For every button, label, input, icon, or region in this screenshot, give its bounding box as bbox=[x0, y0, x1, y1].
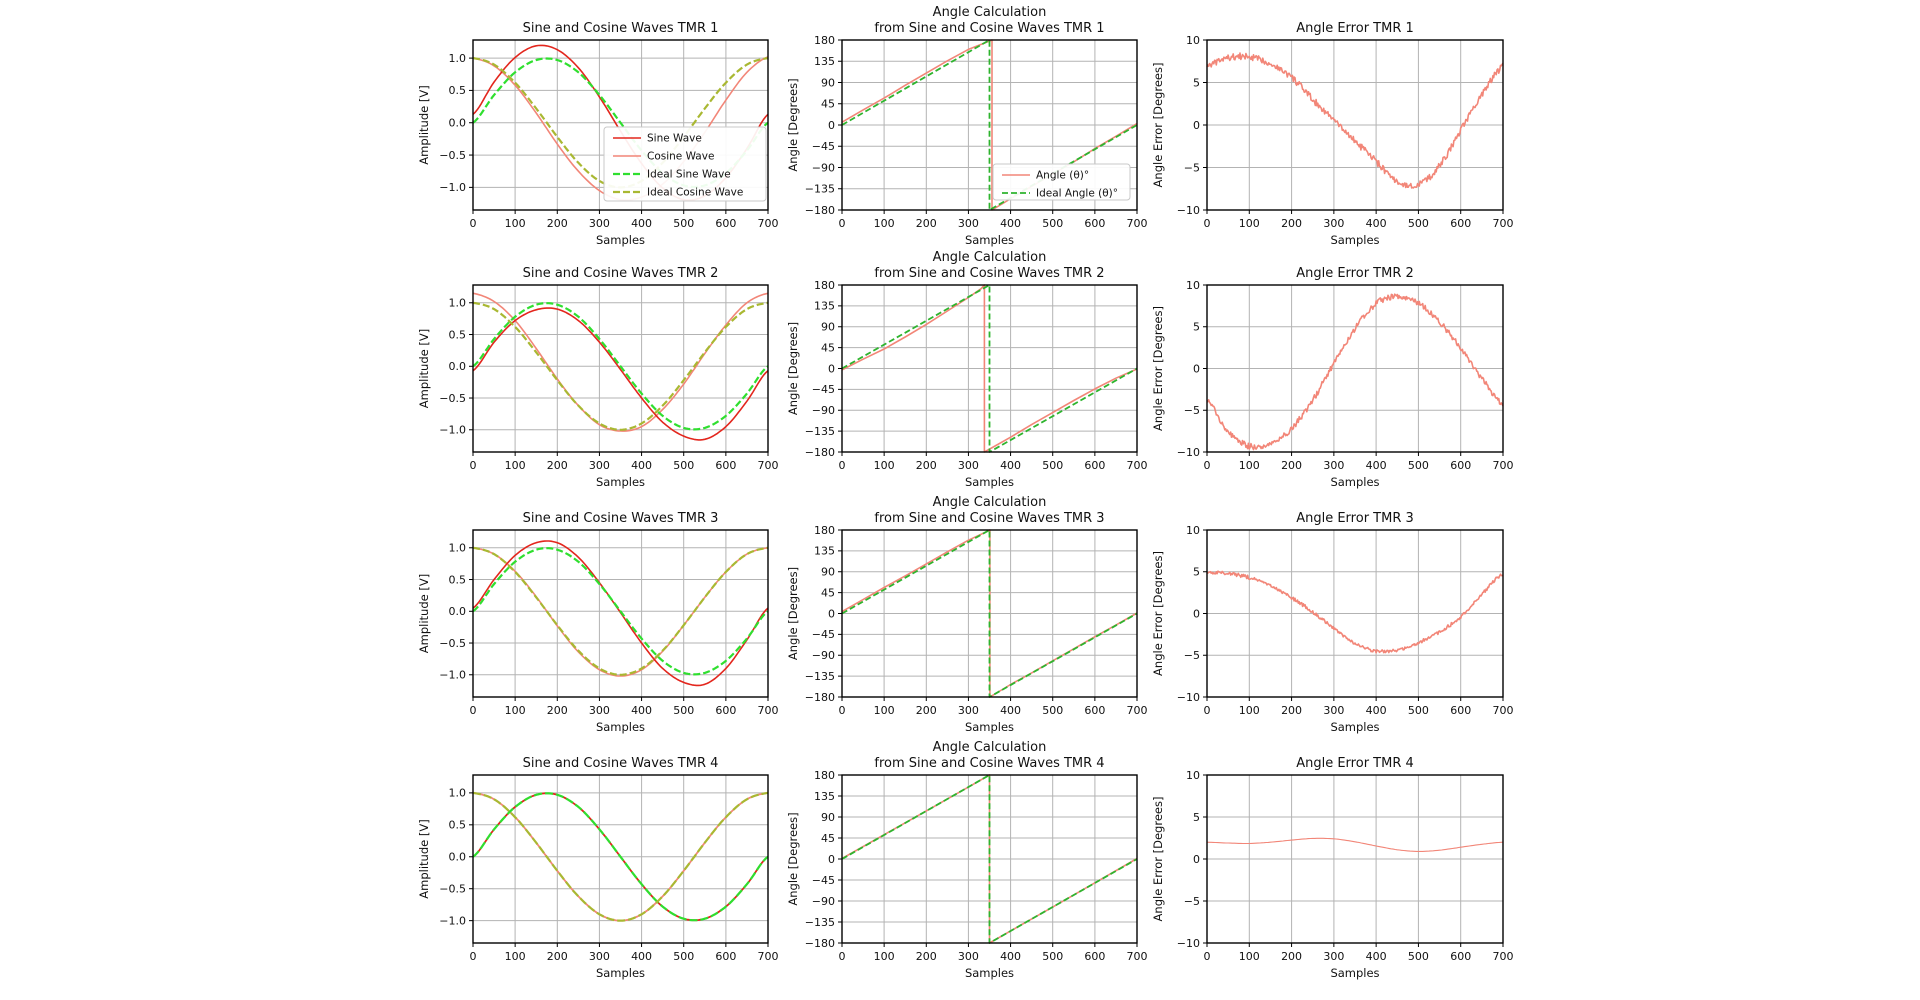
y-tick-label: 0 bbox=[1193, 118, 1200, 132]
y-tick-label: 5 bbox=[1193, 76, 1200, 90]
y-axis-label: Angle [Degrees] bbox=[786, 321, 800, 416]
x-tick-label: 200 bbox=[546, 704, 568, 717]
plot-title: Sine and Cosine Waves TMR 1 bbox=[522, 21, 719, 36]
y-tick-label: −135 bbox=[804, 669, 835, 683]
y-tick-label: −180 bbox=[804, 936, 835, 950]
plot-title: Angle Error TMR 1 bbox=[1296, 21, 1414, 36]
x-tick-label: 700 bbox=[1492, 950, 1513, 963]
x-tick-label: 700 bbox=[757, 950, 778, 963]
x-axis-label: Samples bbox=[964, 720, 1015, 734]
x-tick-label: 0 bbox=[838, 704, 846, 717]
y-tick-label: 180 bbox=[814, 33, 835, 47]
legend-label: Ideal Angle (θ)° bbox=[1036, 187, 1118, 200]
subplot-angle-tmr4 bbox=[747, 723, 1147, 991]
x-tick-label: 100 bbox=[873, 459, 895, 472]
x-tick-label: 400 bbox=[1000, 950, 1022, 963]
y-tick-label: 5 bbox=[1193, 565, 1200, 579]
y-tick-label: 0 bbox=[828, 607, 835, 621]
y-tick-label: −1.0 bbox=[439, 668, 466, 682]
y-tick-label: 0.0 bbox=[448, 116, 466, 130]
x-axis-label: Samples bbox=[1330, 475, 1380, 489]
y-axis-label: Amplitude [V] bbox=[417, 819, 431, 899]
tick-labels bbox=[439, 787, 778, 963]
x-axis-label: Samples bbox=[595, 720, 646, 734]
plot-title: Angle Calculation bbox=[932, 495, 1047, 510]
y-tick-label: −1.0 bbox=[439, 423, 466, 437]
y-tick-label: −5 bbox=[1183, 649, 1200, 663]
x-axis-label: Samples bbox=[595, 475, 646, 489]
x-tick-label: 0 bbox=[1203, 950, 1211, 963]
subplot-waves-tmr1 bbox=[378, 0, 778, 258]
x-tick-label: 700 bbox=[757, 459, 778, 472]
y-tick-label: 0.5 bbox=[448, 818, 466, 832]
x-tick-label: 400 bbox=[1000, 459, 1022, 472]
y-tick-label: −135 bbox=[804, 915, 835, 929]
x-tick-label: 700 bbox=[1492, 459, 1513, 472]
x-tick-label: 700 bbox=[757, 217, 778, 230]
series-cosine-wave bbox=[473, 293, 768, 431]
x-tick-label: 700 bbox=[1492, 217, 1513, 230]
grid-lines bbox=[473, 775, 768, 943]
x-tick-label: 400 bbox=[631, 217, 653, 230]
series-group bbox=[1207, 571, 1503, 653]
x-tick-label: 400 bbox=[1000, 217, 1022, 230]
x-axis-label: Samples bbox=[595, 966, 646, 980]
x-tick-label: 500 bbox=[673, 950, 695, 963]
x-tick-label: 100 bbox=[873, 950, 895, 963]
y-tick-label: −45 bbox=[811, 628, 835, 642]
x-tick-label: 200 bbox=[915, 704, 937, 717]
x-tick-label: 300 bbox=[1323, 704, 1345, 717]
plot-title: Angle Calculation bbox=[932, 740, 1047, 755]
chart-error-tmr2 bbox=[1112, 233, 1513, 500]
y-tick-label: 5 bbox=[1193, 320, 1200, 334]
tick-labels bbox=[805, 769, 1147, 963]
x-tick-label: 600 bbox=[715, 950, 737, 963]
y-tick-label: 180 bbox=[814, 278, 835, 292]
y-tick-label: −10 bbox=[1176, 445, 1200, 459]
tick-labels bbox=[439, 542, 778, 717]
series-group bbox=[1207, 294, 1503, 449]
y-tick-label: 135 bbox=[814, 789, 835, 803]
x-tick-label: 400 bbox=[1000, 704, 1022, 717]
subplot-waves-tmr4 bbox=[378, 723, 778, 991]
legend-label: Ideal Cosine Wave bbox=[647, 186, 744, 199]
x-tick-label: 500 bbox=[1042, 950, 1064, 963]
y-tick-label: −90 bbox=[811, 404, 835, 418]
y-tick-label: −180 bbox=[804, 203, 835, 217]
chart-waves-tmr1 bbox=[378, 0, 778, 258]
x-tick-label: 300 bbox=[588, 217, 610, 230]
chart-waves-tmr2 bbox=[378, 233, 778, 500]
plot-title: from Sine and Cosine Waves TMR 3 bbox=[874, 511, 1105, 526]
x-tick-label: 0 bbox=[469, 217, 477, 230]
y-tick-label: −180 bbox=[804, 690, 835, 704]
x-tick-label: 200 bbox=[1281, 950, 1303, 963]
y-tick-label: 1.0 bbox=[448, 296, 466, 310]
y-tick-label: −135 bbox=[804, 182, 835, 196]
x-tick-label: 300 bbox=[1323, 950, 1345, 963]
x-tick-label: 400 bbox=[1365, 217, 1387, 230]
x-tick-label: 0 bbox=[469, 950, 477, 963]
y-axis-label: Amplitude [V] bbox=[417, 85, 431, 165]
x-tick-label: 400 bbox=[1365, 704, 1387, 717]
x-tick-label: 200 bbox=[1281, 704, 1303, 717]
x-tick-label: 500 bbox=[673, 459, 695, 472]
y-tick-label: 180 bbox=[814, 523, 835, 537]
x-tick-label: 200 bbox=[546, 950, 568, 963]
y-tick-label: 0.0 bbox=[448, 360, 466, 374]
x-tick-label: 400 bbox=[1365, 459, 1387, 472]
y-axis-label: Amplitude [V] bbox=[417, 328, 431, 409]
grid-lines bbox=[1207, 775, 1503, 943]
y-tick-label: 0 bbox=[828, 118, 835, 132]
y-tick-label: −1.0 bbox=[439, 181, 466, 195]
x-tick-label: 700 bbox=[1492, 704, 1513, 717]
plot-title: Angle Error TMR 3 bbox=[1296, 511, 1414, 526]
x-tick-label: 600 bbox=[1084, 704, 1106, 717]
chart-error-tmr1 bbox=[1112, 0, 1513, 258]
x-tick-label: 300 bbox=[957, 704, 979, 717]
x-tick-label: 0 bbox=[469, 459, 477, 472]
y-tick-label: 90 bbox=[821, 76, 835, 90]
y-tick-label: 135 bbox=[814, 544, 835, 558]
y-tick-label: 10 bbox=[1186, 33, 1200, 47]
y-axis-label: Angle Error [Degrees] bbox=[1151, 796, 1165, 922]
x-tick-label: 0 bbox=[469, 704, 477, 717]
y-axis-label: Angle Error [Degrees] bbox=[1151, 62, 1165, 188]
x-tick-label: 600 bbox=[1084, 950, 1106, 963]
x-tick-label: 500 bbox=[1407, 950, 1429, 963]
x-tick-label: 300 bbox=[957, 217, 979, 230]
x-tick-label: 200 bbox=[915, 950, 937, 963]
x-tick-label: 700 bbox=[1126, 704, 1147, 717]
tick-labels bbox=[805, 524, 1147, 717]
x-tick-label: 500 bbox=[1407, 459, 1429, 472]
x-axis-label: Samples bbox=[595, 233, 646, 247]
y-tick-label: −10 bbox=[1176, 936, 1200, 950]
x-tick-label: 300 bbox=[588, 950, 610, 963]
y-tick-label: −10 bbox=[1176, 203, 1200, 217]
y-tick-label: 45 bbox=[821, 97, 835, 111]
x-tick-label: 100 bbox=[504, 950, 526, 963]
tick-labels bbox=[1177, 279, 1513, 472]
tick-labels bbox=[1177, 769, 1513, 963]
y-tick-label: −0.5 bbox=[439, 391, 466, 405]
y-tick-label: 0.5 bbox=[448, 328, 466, 342]
x-tick-label: 300 bbox=[957, 459, 979, 472]
y-tick-label: 180 bbox=[814, 768, 835, 782]
x-tick-label: 600 bbox=[1450, 459, 1472, 472]
x-tick-label: 500 bbox=[673, 217, 695, 230]
y-tick-label: −180 bbox=[804, 445, 835, 459]
x-tick-label: 700 bbox=[1126, 950, 1147, 963]
x-tick-label: 600 bbox=[1450, 950, 1472, 963]
tick-labels bbox=[1177, 524, 1513, 717]
legend bbox=[993, 164, 1130, 200]
x-tick-label: 200 bbox=[915, 459, 937, 472]
plot-title: from Sine and Cosine Waves TMR 4 bbox=[874, 756, 1105, 771]
plot-title: Angle Calculation bbox=[932, 250, 1047, 265]
chart-error-tmr4 bbox=[1112, 723, 1513, 991]
x-tick-label: 100 bbox=[504, 704, 526, 717]
y-tick-label: 135 bbox=[814, 299, 835, 313]
y-tick-label: 0.0 bbox=[448, 850, 466, 864]
y-tick-label: −90 bbox=[811, 894, 835, 908]
x-tick-label: 100 bbox=[504, 459, 526, 472]
x-tick-label: 500 bbox=[1042, 459, 1064, 472]
legend-label: Sine Wave bbox=[647, 132, 702, 145]
x-tick-label: 600 bbox=[715, 704, 737, 717]
x-tick-label: 100 bbox=[1238, 217, 1260, 230]
x-tick-label: 300 bbox=[957, 950, 979, 963]
y-tick-label: 10 bbox=[1186, 523, 1200, 537]
x-tick-label: 0 bbox=[838, 217, 846, 230]
x-tick-label: 400 bbox=[631, 950, 653, 963]
series-group bbox=[1207, 838, 1503, 851]
x-tick-label: 100 bbox=[1238, 459, 1260, 472]
x-tick-label: 300 bbox=[588, 459, 610, 472]
y-tick-label: −10 bbox=[1176, 690, 1200, 704]
x-tick-label: 700 bbox=[1126, 459, 1147, 472]
x-axis-label: Samples bbox=[964, 475, 1015, 489]
x-axis-label: Samples bbox=[1330, 720, 1380, 734]
chart-error-tmr3 bbox=[1112, 478, 1513, 745]
x-tick-label: 300 bbox=[588, 704, 610, 717]
y-tick-label: 0 bbox=[1193, 362, 1200, 376]
y-tick-label: −45 bbox=[811, 140, 835, 154]
subplot-waves-tmr2 bbox=[378, 233, 778, 500]
y-axis-label: Angle Error [Degrees] bbox=[1151, 306, 1165, 431]
x-tick-label: 200 bbox=[1281, 459, 1303, 472]
y-axis-label: Angle [Degrees] bbox=[786, 812, 800, 906]
x-tick-label: 100 bbox=[504, 217, 526, 230]
y-tick-label: −1.0 bbox=[439, 914, 466, 928]
y-tick-label: −45 bbox=[811, 383, 835, 397]
chart-waves-tmr3 bbox=[378, 478, 778, 745]
plot-title: Angle Error TMR 2 bbox=[1296, 266, 1414, 281]
x-tick-label: 400 bbox=[631, 459, 653, 472]
y-tick-label: 45 bbox=[821, 586, 835, 600]
y-axis-label: Angle [Degrees] bbox=[786, 78, 800, 172]
x-tick-label: 600 bbox=[1450, 217, 1472, 230]
y-tick-label: −135 bbox=[804, 424, 835, 438]
y-tick-label: 45 bbox=[821, 831, 835, 845]
y-tick-label: −0.5 bbox=[439, 148, 466, 162]
subplot-angle-tmr1 bbox=[747, 0, 1147, 258]
legend-label: Angle (θ)° bbox=[1036, 169, 1090, 182]
tick-labels bbox=[805, 34, 1147, 230]
series-angle-error bbox=[1207, 294, 1503, 449]
x-tick-label: 600 bbox=[1084, 217, 1106, 230]
subplot-error-tmr2 bbox=[1112, 233, 1513, 500]
x-axis-label: Samples bbox=[964, 233, 1015, 247]
y-tick-label: 135 bbox=[814, 55, 835, 69]
tick-labels bbox=[805, 279, 1147, 472]
x-tick-label: 400 bbox=[631, 704, 653, 717]
x-tick-label: 0 bbox=[1203, 217, 1211, 230]
x-tick-label: 300 bbox=[1323, 459, 1345, 472]
y-tick-label: 0 bbox=[828, 852, 835, 866]
plot-title: Sine and Cosine Waves TMR 4 bbox=[522, 756, 719, 771]
x-tick-label: 100 bbox=[1238, 704, 1260, 717]
x-axis-label: Samples bbox=[1330, 233, 1380, 247]
y-tick-label: 0 bbox=[1193, 607, 1200, 621]
plot-title: Angle Error TMR 4 bbox=[1296, 756, 1414, 771]
x-tick-label: 200 bbox=[546, 459, 568, 472]
y-tick-label: 90 bbox=[821, 565, 835, 579]
x-tick-label: 500 bbox=[673, 704, 695, 717]
plot-title: from Sine and Cosine Waves TMR 1 bbox=[874, 21, 1105, 36]
y-tick-label: 1.0 bbox=[448, 541, 466, 555]
y-tick-label: −0.5 bbox=[439, 636, 466, 650]
legend-label: Ideal Sine Wave bbox=[647, 168, 731, 181]
x-tick-label: 700 bbox=[1126, 217, 1147, 230]
x-tick-label: 600 bbox=[715, 459, 737, 472]
chart-waves-tmr4 bbox=[378, 723, 778, 991]
subplot-waves-tmr3 bbox=[378, 478, 778, 745]
chart-angle-tmr3 bbox=[747, 478, 1147, 745]
x-tick-label: 500 bbox=[1407, 217, 1429, 230]
y-tick-label: 0.0 bbox=[448, 605, 466, 619]
y-axis-label: Angle Error [Degrees] bbox=[1151, 551, 1165, 676]
y-tick-label: 1.0 bbox=[448, 51, 466, 65]
x-tick-label: 500 bbox=[1042, 704, 1064, 717]
x-tick-label: 600 bbox=[715, 217, 737, 230]
x-tick-label: 100 bbox=[873, 217, 895, 230]
series-angle-error bbox=[1207, 838, 1503, 851]
subplot-angle-tmr2 bbox=[747, 233, 1147, 500]
legend-label: Cosine Wave bbox=[647, 150, 715, 163]
y-tick-label: 5 bbox=[1193, 810, 1200, 824]
y-tick-label: −90 bbox=[811, 649, 835, 663]
subplot-error-tmr4 bbox=[1112, 723, 1513, 991]
series-group bbox=[473, 541, 768, 685]
x-tick-label: 200 bbox=[915, 217, 937, 230]
y-tick-label: 0.5 bbox=[448, 84, 466, 98]
grid-lines bbox=[1207, 530, 1503, 697]
y-axis-label: Amplitude [V] bbox=[417, 573, 431, 654]
plot-title: Angle Calculation bbox=[932, 5, 1047, 20]
y-tick-label: 1.0 bbox=[448, 786, 466, 800]
x-tick-label: 600 bbox=[1450, 704, 1472, 717]
x-tick-label: 500 bbox=[1042, 217, 1064, 230]
x-tick-label: 0 bbox=[838, 459, 846, 472]
grid-lines bbox=[1207, 285, 1503, 452]
y-tick-label: −90 bbox=[811, 161, 835, 175]
y-tick-label: −5 bbox=[1183, 894, 1200, 908]
y-tick-label: −0.5 bbox=[439, 882, 466, 896]
y-tick-label: 45 bbox=[821, 341, 835, 355]
x-tick-label: 700 bbox=[757, 704, 778, 717]
series-angle-error bbox=[1207, 571, 1503, 653]
x-tick-label: 500 bbox=[1407, 704, 1429, 717]
x-tick-label: 100 bbox=[1238, 950, 1260, 963]
x-axis-label: Samples bbox=[1330, 966, 1380, 980]
y-axis-label: Angle [Degrees] bbox=[786, 566, 800, 661]
x-tick-label: 0 bbox=[1203, 704, 1211, 717]
subplot-angle-tmr3 bbox=[747, 478, 1147, 745]
y-tick-label: 0 bbox=[1193, 852, 1200, 866]
y-tick-label: −45 bbox=[811, 873, 835, 887]
grid-lines bbox=[1207, 40, 1503, 210]
y-tick-label: −5 bbox=[1183, 404, 1200, 418]
x-tick-label: 200 bbox=[546, 217, 568, 230]
x-tick-label: 600 bbox=[1084, 459, 1106, 472]
y-tick-label: −5 bbox=[1183, 161, 1200, 175]
x-tick-label: 100 bbox=[873, 704, 895, 717]
y-tick-label: 90 bbox=[821, 810, 835, 824]
y-tick-label: 0 bbox=[828, 362, 835, 376]
plot-title: from Sine and Cosine Waves TMR 2 bbox=[874, 266, 1105, 281]
x-tick-label: 0 bbox=[1203, 459, 1211, 472]
subplot-error-tmr1 bbox=[1112, 0, 1513, 258]
y-tick-label: 90 bbox=[821, 320, 835, 334]
chart-angle-tmr4 bbox=[747, 723, 1147, 991]
y-tick-label: 0.5 bbox=[448, 573, 466, 587]
x-tick-label: 300 bbox=[1323, 217, 1345, 230]
y-tick-label: 10 bbox=[1186, 278, 1200, 292]
x-tick-label: 0 bbox=[838, 950, 846, 963]
subplot-error-tmr3 bbox=[1112, 478, 1513, 745]
plot-title: Sine and Cosine Waves TMR 3 bbox=[522, 511, 719, 526]
chart-angle-tmr2 bbox=[747, 233, 1147, 500]
axes-frame bbox=[473, 775, 768, 943]
chart-angle-tmr1 bbox=[747, 0, 1147, 258]
y-tick-label: 10 bbox=[1186, 768, 1200, 782]
legend bbox=[604, 127, 766, 201]
x-axis-label: Samples bbox=[964, 966, 1015, 980]
x-tick-label: 200 bbox=[1281, 217, 1303, 230]
x-tick-label: 400 bbox=[1365, 950, 1387, 963]
plot-title: Sine and Cosine Waves TMR 2 bbox=[522, 266, 719, 281]
